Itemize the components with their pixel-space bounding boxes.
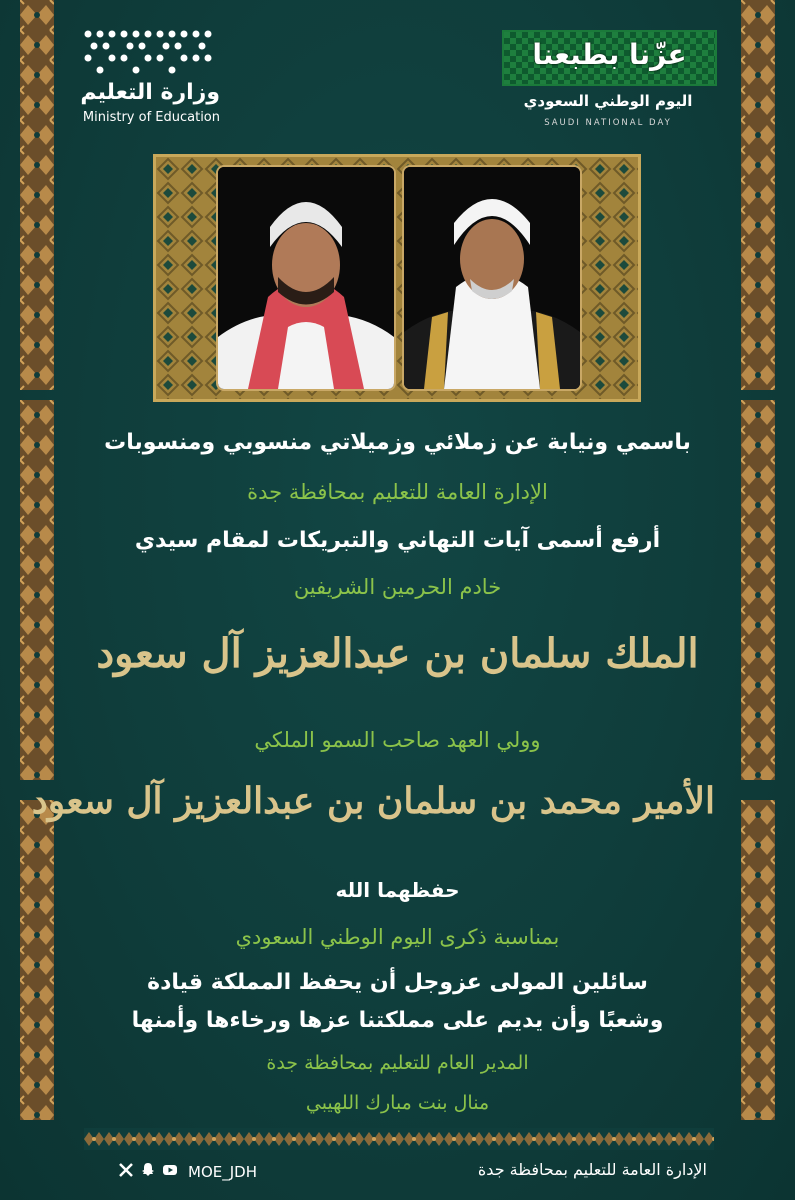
message-line-7: بمناسبة ذكرى اليوم الوطني السعودي — [235, 925, 560, 949]
left-mid-ornament — [20, 400, 54, 780]
footer-org-name: الإدارة العامة للتعليم بمحافظة جدة — [477, 1160, 707, 1179]
ministry-name-en: Ministry of Education — [82, 110, 220, 125]
national-day-slogan: عزّنا بطبعنا — [532, 38, 687, 71]
signature-name: منال بنت مبارك اللهيبي — [305, 1092, 490, 1114]
national-day-badge — [502, 30, 717, 86]
national-day-logo — [502, 30, 722, 140]
message-line-9: وشعبًا وأن يديم على مملكتنا عزها ورخاءها وأمنها — [131, 1008, 664, 1033]
king-name-calligraphy: الملك سلمان بن عبدالعزيز آل سعود — [96, 630, 699, 677]
message-line-8: سائلين المولى عزوجل أن يحفظ المملكة قيادة — [147, 970, 648, 995]
message-line-3: أرفع أسمى آيات التهاني والتبريكات لمقام سيدي — [134, 528, 661, 553]
youtube-icon[interactable] — [162, 1162, 178, 1178]
message-line-1: باسمي ونيابة عن زملائي وزميلاتي منسوبي ومنسوبات — [104, 430, 691, 455]
king-portrait — [402, 165, 582, 391]
x-icon[interactable] — [118, 1162, 134, 1178]
crown-prince-name-calligraphy: الأمير محمد بن سلمان بن عبدالعزيز آل سعود — [31, 780, 715, 822]
national-day-title-en: SAUDI NATIONAL DAY — [544, 118, 672, 128]
message-line-2: الإدارة العامة للتعليم بمحافظة جدة — [247, 480, 548, 504]
right-bottom-ornament — [741, 800, 775, 1120]
right-top-ornament — [741, 0, 775, 390]
right-mid-ornament — [741, 400, 775, 780]
signature-title: المدير العام للتعليم بمحافظة جدة — [266, 1052, 529, 1074]
bottom-ornament-band — [84, 1128, 714, 1150]
crown-prince-portrait — [216, 165, 396, 391]
snapchat-icon[interactable] — [140, 1162, 156, 1178]
national-day-title-ar: اليوم الوطني السعودي — [523, 92, 693, 110]
ministry-dots-icon — [78, 26, 218, 76]
portrait-frame — [153, 154, 641, 402]
ministry-name-ar: وزارة التعليم — [80, 80, 220, 105]
ministry-logo — [70, 22, 220, 130]
title-custodian: خادم الحرمين الشريفين — [293, 575, 502, 599]
social-handle[interactable]: MOE_JDH — [188, 1163, 257, 1181]
message-line-6: حفظهما الله — [335, 878, 460, 902]
left-bottom-ornament — [20, 800, 54, 1120]
title-crown-prince: وولي العهد صاحب السمو الملكي — [254, 728, 541, 752]
left-top-ornament — [20, 0, 54, 390]
